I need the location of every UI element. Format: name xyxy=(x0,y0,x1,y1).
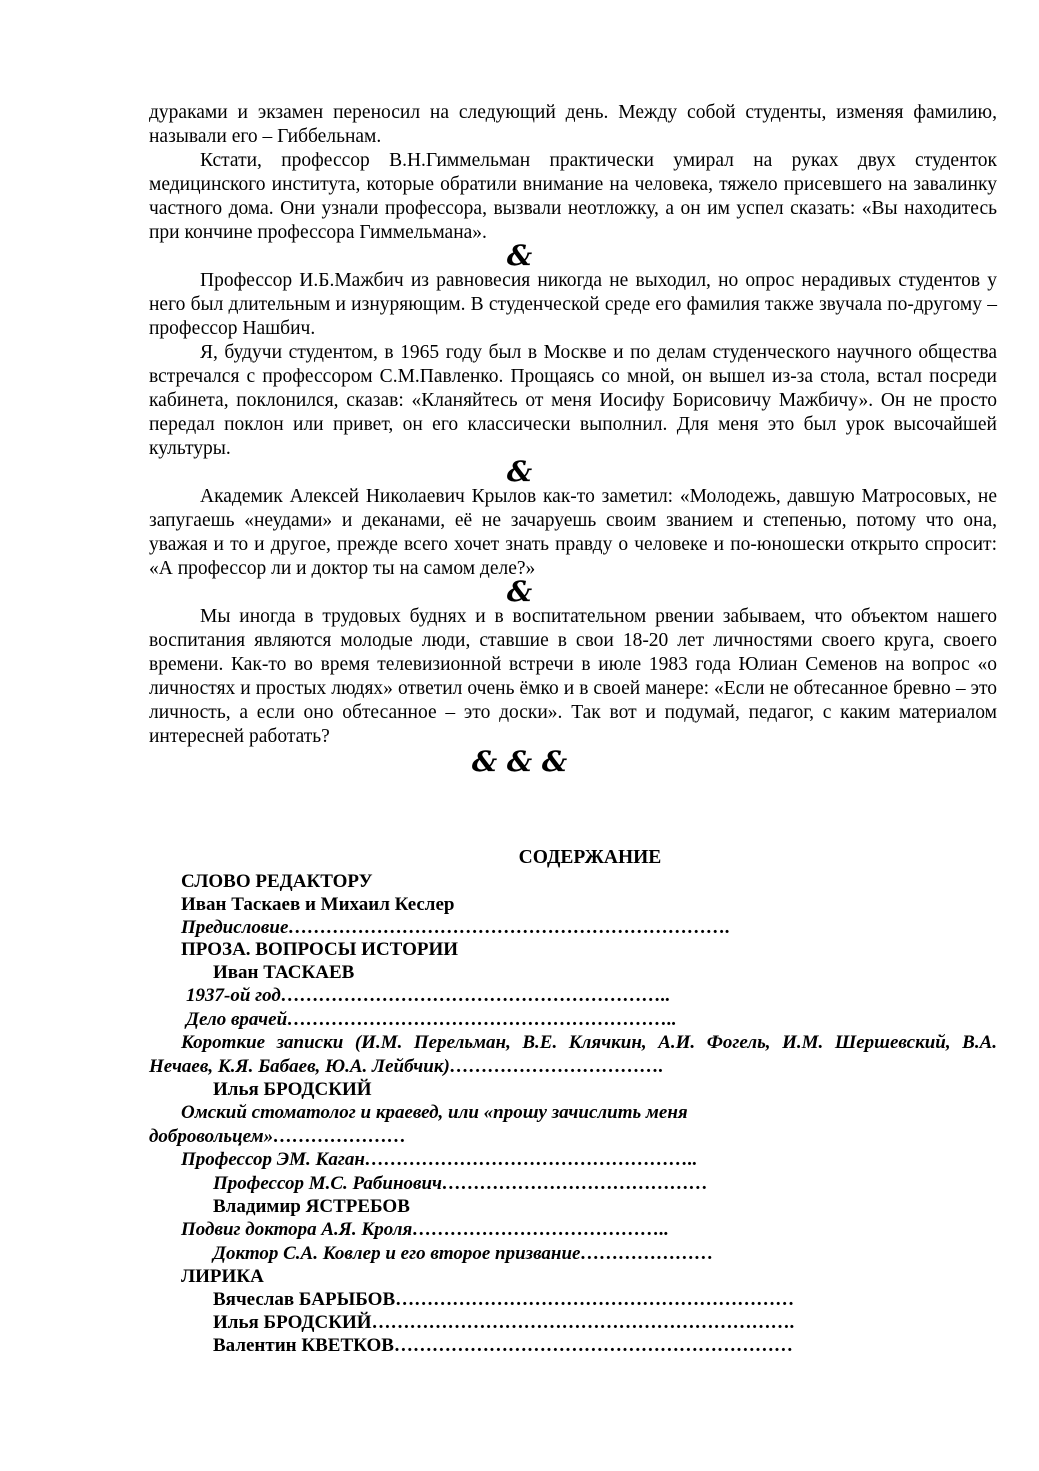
toc-entry: 1937-ой год…………………………………………………….. xyxy=(186,985,671,1006)
toc-author-entry: Валентин КВЕТКОВ……………………………………………………… xyxy=(213,1335,793,1356)
ornament-triple-divider: & & & xyxy=(471,745,568,778)
toc-entry: Омский стоматолог и краевед, или «прошу зачислить меня xyxy=(181,1102,688,1123)
toc-author: Илья БРОДСКИЙ xyxy=(213,1079,372,1100)
toc-entry: Доктор С.А. Ковлер и его второе призвание………………… xyxy=(213,1243,714,1264)
toc-author: Владимир ЯСТРЕБОВ xyxy=(213,1196,410,1217)
paragraph-semenov: Мы иногда в трудовых буднях и в воспитательном рвении забываем, что объектом нашего воспитания являются молодые люди, ставшие в свои 18-20 лет личностями своего круга, своего времени. Как-то во время телевизионной встречи в июле 1983 года Юлиан Семенов на вопрос «о личностях и простых людях» ответил очень ёмко и в своей манере: «Если не обтесанное бревно – это личность, а если оно обтесанное – это доски». Так вот и подумай, педагог, с каким материалом интересней работать? xyxy=(149,606,997,747)
paragraph-gimmelman: Кстати, профессор В.Н.Гиммельман практически умирал на руках двух студенток медицинского института, которые обратили внимание на человека, тяжело присевшего на завалинку частного дома. Они узнали профессора, вызвали неотложку, а он им успел сказать: «Вы находитесь при кончине профессора Гиммельмана». xyxy=(149,150,997,243)
toc-author: Иван ТАСКАЕВ xyxy=(213,962,355,983)
paragraph-mazhbich: Профессор И.Б.Мажбич из равновесия никогда не выходил, но опрос нерадивых студентов у него был длительным и изнуряющим. В студенческой среде его фамилия также звучала по-другому – профессор Нашбич. xyxy=(149,270,997,339)
toc-author-entry: Илья БРОДСКИЙ…………………………………………………………. xyxy=(213,1312,795,1333)
toc-author-entry: Вячеслав БАРЫБОВ……………………………………………………… xyxy=(213,1289,795,1310)
toc-section-lyrics: ЛИРИКА xyxy=(181,1266,264,1287)
paragraph-continuation: дураками и экзамен переносил на следующий день. Между собой студенты, изменяя фамилию, называли его – Гиббельнам. xyxy=(149,102,997,147)
ornament-divider: & xyxy=(506,455,533,488)
paragraph-krylov: Академик Алексей Николаевич Крылов как-то заметил: «Молодежь, давшую Матросовых, не запугаешь «неудами» и деканами, её не зачаруешь своим званием и степенью, потому что она, уважая и то и другое, прежде всего хочет знать правду о человеке и по-юношески открыто спросит: «А профессор ли и доктор ты на самом деле?» xyxy=(149,486,997,579)
toc-title: СОДЕРЖАНИЕ xyxy=(518,847,662,868)
toc-section-prose: ПРОЗА. ВОПРОСЫ ИСТОРИИ xyxy=(181,939,459,960)
toc-entry: добровольцем»………………… xyxy=(149,1126,407,1147)
toc-entry: Предисловие……………………………………………………………. xyxy=(181,917,731,938)
toc-entry: Профессор М.С. Рабинович…………………………………… xyxy=(213,1173,709,1194)
paragraph-pavlenko: Я, будучи студентом, в 1965 году был в Москве и по делам студенческого научного общества встречался с профессором С.М.Павленко. Прощаясь со мной, он вышел из-за стола, встал посреди кабинета, поклонился, сказав: «Кланяйтесь от меня Иосифу Борисовичу Мажбичу». Он не просто передал поклон или привет, он его классически выполнил. Для меня это был урок высочайшей культуры. xyxy=(149,342,997,459)
toc-author: Иван Таскаев и Михаил Кеслер xyxy=(181,894,455,915)
toc-section-editor: СЛОВО РЕДАКТОРУ xyxy=(181,871,373,892)
toc-entry: Подвиг доктора А.Я. Кроля………………………………….. xyxy=(181,1219,669,1240)
ornament-divider: & xyxy=(506,575,533,608)
toc-entry: Дело врачей…………………………………………………….. xyxy=(186,1009,677,1030)
toc-entry: Профессор ЭМ. Каган…………………………………………….. xyxy=(181,1149,698,1170)
ornament-divider: & xyxy=(506,239,533,272)
toc-entry-wrapped: Короткие записки (И.М. Перельман, В.Е. Клячкин, А.И. Фогель, И.М. Шершевский, В.А. Нечаев, К.Я. Бабаев, Ю.А. Лейбчик)……………………………. xyxy=(149,1032,997,1077)
